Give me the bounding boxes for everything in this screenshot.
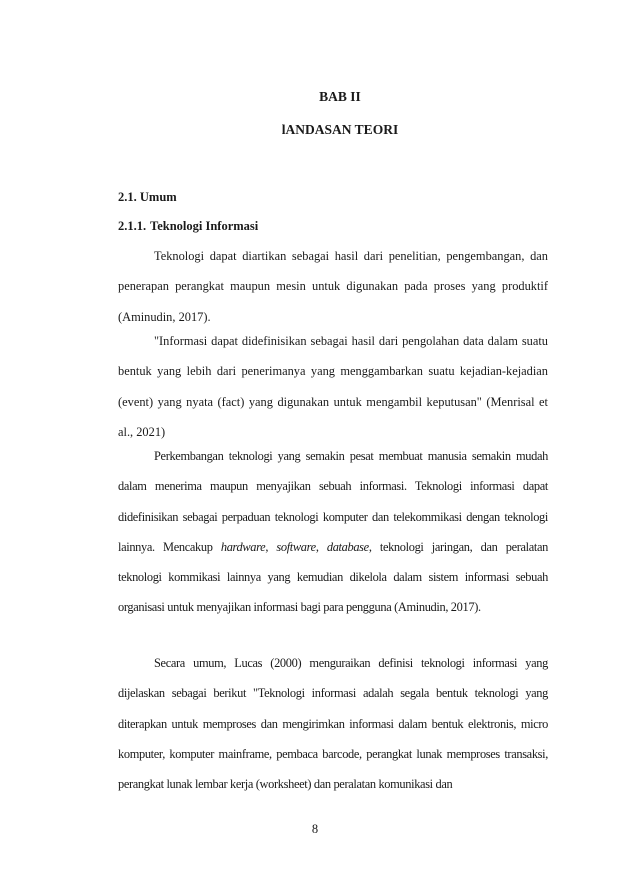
- term-software: software: [276, 539, 316, 554]
- section-heading: 2.1. Umum: [118, 190, 177, 204]
- paragraph-technology-definition: Teknologi dapat diartikan sebagai hasil dari penelitian, pengembangan, dan penerapan perangkat maupun mesin untuk digunakan pada proses yang produktif (Aminudin, 2017).: [118, 249, 548, 324]
- paragraph-it-text-1: Perkembangan teknologi yang semakin pesat membuat manusia semakin mudah dalam menerima maupun menyajikan sebuah informasi. Teknologi informasi dapat didefinisikan sebagai perpaduan teknologi komputer dan telekommikasi dengan teknologi lainnya. Mencakup: [118, 449, 548, 554]
- term-hardware: hardware: [220, 539, 266, 554]
- subsection-number: 2.1.1.: [118, 219, 147, 233]
- paragraph-information-definition: "Informasi dapat didefinisikan sebagai hasil dari pengolahan data dalam suatu bentuk yang lebih dari penerimanya yang menggambarkan suatu kejadian-kejadian (event) yang nyata (fact) yang digunakan untuk mengambil keputusan" (Menrisal et al., 2021): [118, 334, 548, 439]
- chapter-title: BAB II: [319, 89, 361, 104]
- subsection-title: Teknologi Informasi: [150, 219, 259, 233]
- separator-2: ,: [315, 539, 327, 554]
- term-database: database: [326, 539, 369, 554]
- page-number: 8: [311, 822, 319, 836]
- paragraph-it-development: [118, 441, 548, 623]
- subsection-heading: [118, 219, 258, 234]
- paragraph-lucas-definition: Secara umum, Lucas (2000) menguraikan definisi teknologi informasi yang dijelaskan sebagai berikut "Teknologi informasi adalah segala bentuk teknologi yang diterapkan untuk memproses dan mengirimkan informasi dalam bentuk elektronis, micro komputer, komputer mainframe, pembaca barcode, perangkat lunak memproses transaksi, perangkat lunak lembar kerja (worksheet) dan peralatan komunikasi dan: [118, 656, 548, 792]
- separator-1: ,: [265, 539, 277, 554]
- paragraph-it-text-2: , teknologi jaringan, dan peralatan teknologi kommikasi lainnya yang kemudian dikelola dalam sistem informasi sebuah organisasi untuk menyajikan informasi bagi para pengguna (Aminudin, 2017).: [118, 539, 549, 615]
- chapter-subtitle: lANDASAN TEORI: [281, 122, 399, 137]
